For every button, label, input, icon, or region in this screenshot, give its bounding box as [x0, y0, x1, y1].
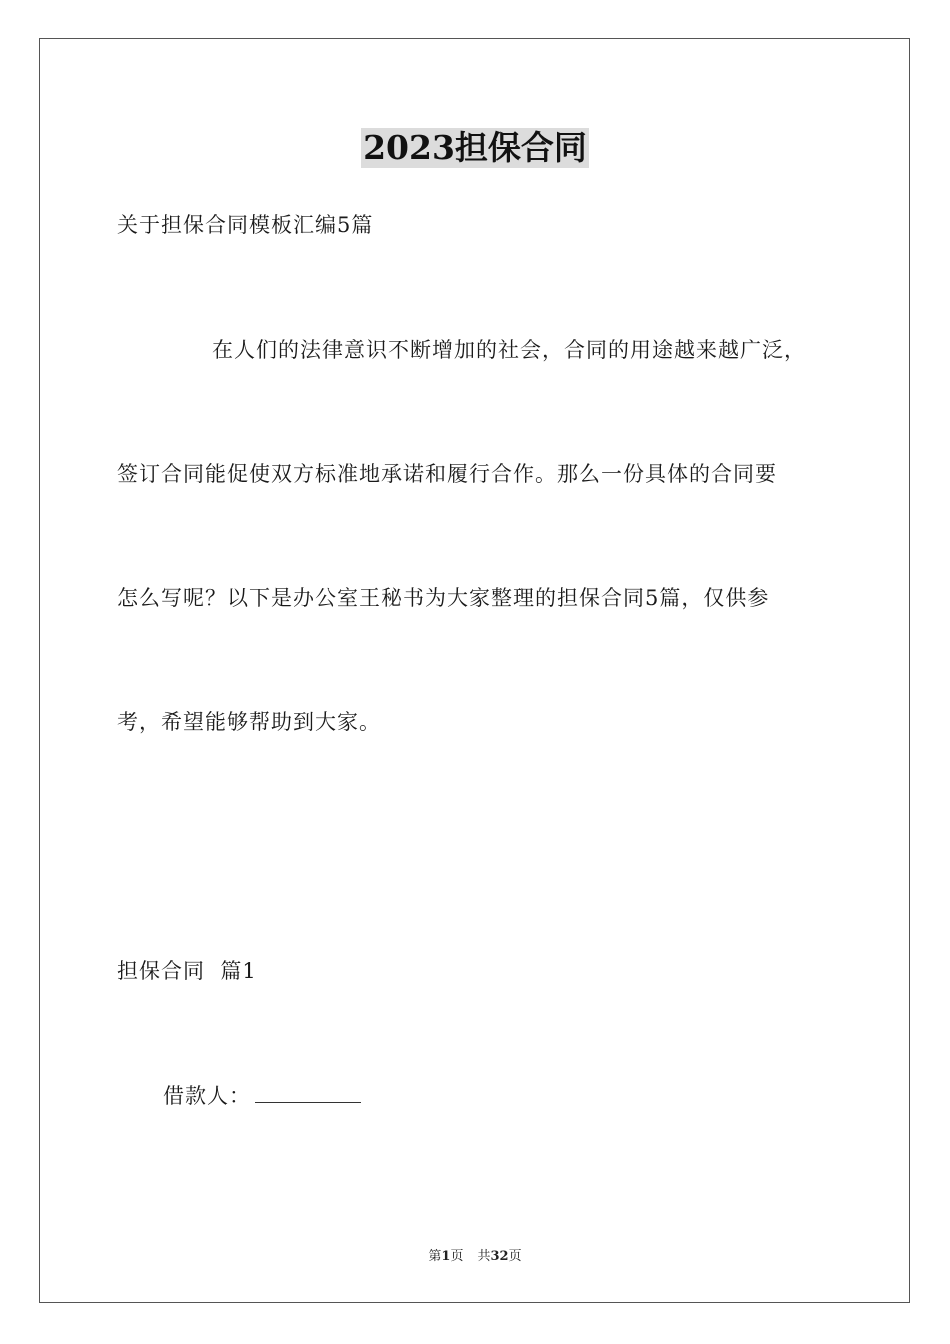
- footer-page-current: 1: [441, 1249, 451, 1264]
- page-footer: [0, 1248, 950, 1266]
- borrower-blank-line[interactable]: [255, 1082, 361, 1103]
- footer-page-prefix: 第: [428, 1249, 442, 1264]
- document-subtitle: 关于担保合同模板汇编5篇: [117, 213, 374, 237]
- section-heading: 担保合同 篇1: [117, 959, 257, 983]
- footer-page-suffix: 页: [450, 1249, 464, 1264]
- intro-line-3: 怎么写呢？以下是办公室王秘书为大家整理的担保合同5篇，仅供参: [117, 586, 770, 610]
- borrower-label: 借款人：: [163, 1084, 251, 1108]
- title-container: [0, 128, 950, 168]
- borrower-row: [163, 1082, 361, 1110]
- intro-line-2: 签订合同能促使双方标准地承诺和履行合作。那么一份具体的合同要: [117, 462, 777, 486]
- intro-line-4: 考，希望能够帮助到大家。: [117, 710, 381, 734]
- footer-page-total: 32: [490, 1249, 509, 1264]
- footer-total-suffix: 页: [508, 1249, 522, 1264]
- footer-total-prefix: 共: [477, 1249, 491, 1264]
- intro-line-1: 在人们的法律意识不断增加的社会，合同的用途越来越广泛，: [212, 338, 806, 362]
- document-title: 2023担保合同: [363, 128, 587, 167]
